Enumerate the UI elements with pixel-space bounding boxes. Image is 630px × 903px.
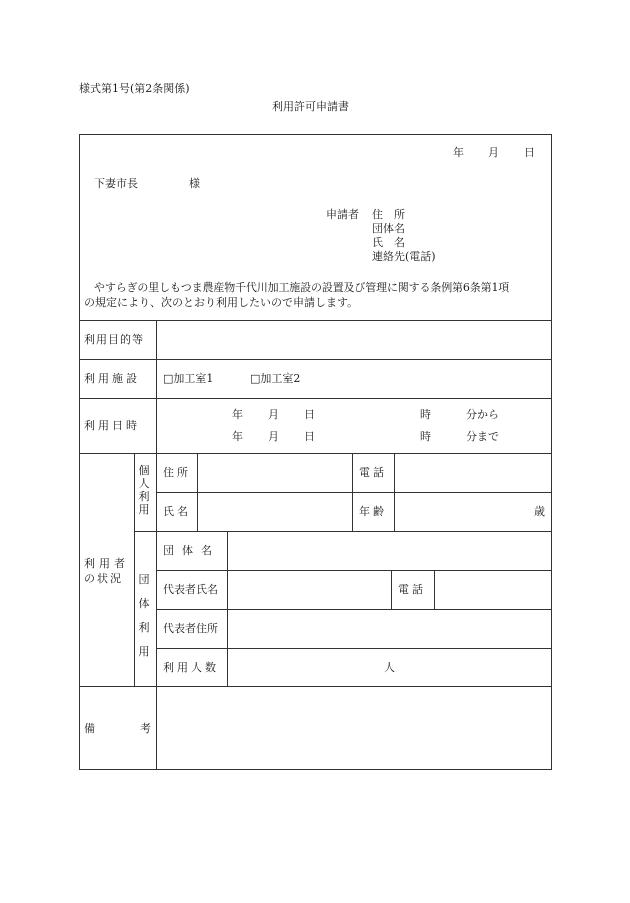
rule-group-3 bbox=[156, 648, 552, 649]
addressee-honorific: 様 bbox=[189, 177, 200, 190]
group-name-label: 団体名 bbox=[163, 544, 220, 557]
datetime-to-month: 月 bbox=[268, 430, 279, 443]
rule-3 bbox=[79, 398, 552, 399]
frame-top bbox=[79, 134, 552, 135]
frame-right bbox=[551, 134, 552, 770]
individual-use-label: 個人利用 bbox=[138, 464, 150, 516]
datetime-to-hour: 時 bbox=[420, 430, 431, 443]
purpose-label: 利用目的等 bbox=[84, 333, 144, 346]
statement-line-2: の規定により、次のとおり利用したいので申請します。 bbox=[84, 296, 359, 309]
individual-col-1 bbox=[197, 453, 198, 532]
applicant-label: 申請者 bbox=[326, 208, 359, 221]
rule-individual-mid bbox=[156, 492, 552, 493]
frame-left bbox=[79, 134, 80, 770]
datetime-to-suffix: 分まで bbox=[466, 430, 499, 443]
datetime-to-year: 年 bbox=[232, 430, 243, 443]
frame-bottom bbox=[79, 769, 552, 770]
group-phone-label: 電話 bbox=[398, 583, 426, 596]
date-month-label: 月 bbox=[488, 146, 499, 159]
group-col-2 bbox=[391, 570, 392, 610]
remarks-label: 備考 bbox=[84, 722, 196, 735]
datetime-from-year: 年 bbox=[232, 408, 243, 421]
group-use-label: 団体利用 bbox=[138, 573, 150, 658]
individual-name-label: 氏名 bbox=[163, 505, 191, 518]
individual-col-3 bbox=[394, 453, 395, 532]
datetime-from-month: 月 bbox=[268, 408, 279, 421]
applicant-name-label: 氏 名 bbox=[372, 236, 405, 249]
group-count-label: 利用人数 bbox=[163, 661, 219, 674]
rule-2 bbox=[79, 359, 552, 360]
individual-age-label: 年齢 bbox=[359, 505, 387, 518]
individual-col-2 bbox=[352, 453, 353, 532]
individual-age-unit: 歳 bbox=[534, 505, 545, 518]
datetime-from-hour: 時 bbox=[420, 408, 431, 421]
individual-phone-label: 電話 bbox=[359, 466, 387, 479]
rule-4 bbox=[79, 453, 552, 454]
datetime-label: 利用日時 bbox=[84, 419, 140, 432]
datetime-from-day: 日 bbox=[304, 408, 315, 421]
group-col-3 bbox=[434, 570, 435, 610]
user-status-label-line2: の状況 bbox=[84, 572, 123, 585]
facility-option-room1[interactable]: □加工室1 bbox=[163, 372, 214, 385]
sublabel-divider-left bbox=[134, 453, 135, 687]
applicant-contact-label: 連絡先(電話) bbox=[372, 250, 436, 263]
datetime-to-day: 日 bbox=[304, 430, 315, 443]
rule-group-1 bbox=[156, 570, 552, 571]
user-status-label-line1: 利用者 bbox=[84, 557, 129, 570]
group-rep-address-label: 代表者住所 bbox=[163, 622, 218, 635]
group-col-1 bbox=[227, 531, 228, 687]
applicant-group-label: 団体名 bbox=[372, 222, 405, 235]
date-year-label: 年 bbox=[453, 146, 464, 159]
facility-label: 利用施設 bbox=[84, 372, 140, 385]
form-number: 様式第1号(第2条関係) bbox=[79, 82, 190, 95]
addressee: 下妻市長 bbox=[94, 177, 138, 190]
applicant-address-label: 住 所 bbox=[372, 208, 405, 221]
datetime-from-suffix: 分から bbox=[466, 408, 499, 421]
page-title: 利用許可申請書 bbox=[272, 100, 349, 113]
rule-1 bbox=[79, 320, 552, 321]
individual-address-label: 住所 bbox=[163, 466, 191, 479]
label-divider bbox=[156, 320, 157, 770]
group-count-unit: 人 bbox=[384, 661, 395, 674]
date-day-label: 日 bbox=[524, 146, 535, 159]
group-rep-name-label: 代表者氏名 bbox=[163, 583, 218, 596]
statement-line-1: やすらぎの里しもつま農産物千代川加工施設の設置及び管理に関する条例第6条第1項 bbox=[94, 281, 510, 294]
rule-5 bbox=[79, 686, 552, 687]
rule-group-2 bbox=[156, 609, 552, 610]
facility-option-room2[interactable]: □加工室2 bbox=[250, 372, 301, 385]
